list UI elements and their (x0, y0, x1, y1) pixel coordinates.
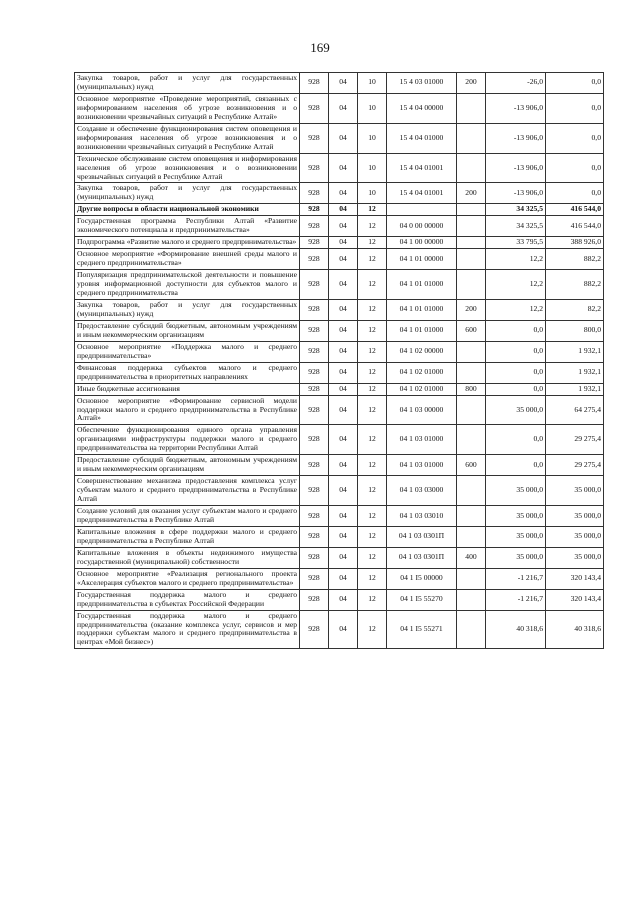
target-article-code: 04 1 00 00000 (387, 237, 457, 249)
expense-type-code (457, 270, 486, 300)
target-article-code: 04 0 00 00000 (387, 216, 457, 237)
section-code: 04 (329, 341, 358, 362)
row-name: Капитальные вложения в сфере поддержки малого и среднего предпринимательства в Республике Алтай (75, 526, 300, 547)
budget-table (74, 72, 604, 649)
target-article-code: 15 4 03 01000 (387, 73, 457, 94)
table-row (75, 568, 604, 589)
amount-current-year: -26,0 (486, 73, 546, 94)
target-article-code: 15 4 04 00000 (387, 93, 457, 123)
amount-current-year: -13 906,0 (486, 153, 546, 183)
amount-next-year: 0,0 (546, 123, 604, 153)
ved-code: 928 (300, 93, 329, 123)
ved-code: 928 (300, 526, 329, 547)
subsection-code: 10 (358, 93, 387, 123)
amount-next-year: 29 275,4 (546, 425, 604, 455)
section-code: 04 (329, 299, 358, 320)
table-row (75, 299, 604, 320)
table-row (75, 526, 604, 547)
amount-current-year: -13 906,0 (486, 123, 546, 153)
target-article-code: 04 1 03 03000 (387, 476, 457, 506)
row-name: Подпрограмма «Развитие малого и среднего предпринимательства» (75, 237, 300, 249)
section-code: 04 (329, 395, 358, 425)
table-row (75, 153, 604, 183)
amount-current-year: 0,0 (486, 425, 546, 455)
amount-next-year: 35 000,0 (546, 526, 604, 547)
ved-code: 928 (300, 568, 329, 589)
table-row (75, 341, 604, 362)
amount-next-year: 320 143,4 (546, 589, 604, 610)
subsection-code: 12 (358, 204, 387, 216)
section-code: 04 (329, 610, 358, 649)
table-row (75, 270, 604, 300)
target-article-code: 04 1 I5 55270 (387, 589, 457, 610)
table-row (75, 216, 604, 237)
table-row (75, 73, 604, 94)
ved-code: 928 (300, 216, 329, 237)
expense-type-code (457, 249, 486, 270)
subsection-code: 12 (358, 320, 387, 341)
target-article-code: 04 1 03 00000 (387, 395, 457, 425)
amount-current-year: 0,0 (486, 362, 546, 383)
amount-next-year: 35 000,0 (546, 476, 604, 506)
amount-next-year: 416 544,0 (546, 204, 604, 216)
expense-type-code: 200 (457, 73, 486, 94)
amount-next-year: 64 275,4 (546, 395, 604, 425)
row-name: Популяризация предпринимательской деятельности и повышение уровня информационной доступности для субъектов малого и среднего предпринимательства (75, 270, 300, 300)
subsection-code: 10 (358, 123, 387, 153)
section-code: 04 (329, 506, 358, 527)
row-name: Совершенствование механизма предоставления комплекса услуг субъектам малого и среднего предпринимательства в Республике Алтай (75, 476, 300, 506)
amount-current-year: 12,2 (486, 249, 546, 270)
table-row (75, 476, 604, 506)
amount-current-year: 40 318,6 (486, 610, 546, 649)
target-article-code: 04 1 03 03010 (387, 506, 457, 527)
amount-current-year: 33 795,5 (486, 237, 546, 249)
ved-code: 928 (300, 73, 329, 94)
amount-next-year: 0,0 (546, 183, 604, 204)
target-article-code: 04 1 02 01000 (387, 383, 457, 395)
expense-type-code (457, 153, 486, 183)
target-article-code: 04 1 02 01000 (387, 362, 457, 383)
amount-current-year: -13 906,0 (486, 93, 546, 123)
subsection-code: 10 (358, 153, 387, 183)
target-article-code: 15 4 04 01001 (387, 183, 457, 204)
row-name: Основное мероприятие «Формирование внешней среды малого и среднего предпринимательства» (75, 249, 300, 270)
amount-next-year: 0,0 (546, 93, 604, 123)
table-row (75, 237, 604, 249)
section-code: 04 (329, 153, 358, 183)
table-body (75, 73, 604, 649)
ved-code: 928 (300, 237, 329, 249)
section-code: 04 (329, 237, 358, 249)
subsection-code: 12 (358, 341, 387, 362)
expense-type-code: 600 (457, 455, 486, 476)
expense-type-code (457, 237, 486, 249)
amount-next-year: 416 544,0 (546, 216, 604, 237)
subsection-code: 12 (358, 216, 387, 237)
row-name: Капитальные вложения в объекты недвижимого имущества государственной (муниципальной) собственности (75, 547, 300, 568)
target-article-code: 04 1 I5 00000 (387, 568, 457, 589)
amount-next-year: 800,0 (546, 320, 604, 341)
ved-code: 928 (300, 476, 329, 506)
ved-code: 928 (300, 153, 329, 183)
target-article-code: 04 1 03 0301П (387, 526, 457, 547)
subsection-code: 12 (358, 455, 387, 476)
section-code: 04 (329, 476, 358, 506)
amount-current-year: 35 000,0 (486, 526, 546, 547)
table-row (75, 249, 604, 270)
ved-code: 928 (300, 547, 329, 568)
row-name: Основное мероприятие «Реализация регионального проекта «Акселерация субъектов малого и среднего предпринимательства» (75, 568, 300, 589)
target-article-code: 04 1 01 00000 (387, 249, 457, 270)
row-name: Государственная поддержка малого и среднего предпринимательства в субъектах Российской Федерации (75, 589, 300, 610)
target-article-code: 04 1 I5 55271 (387, 610, 457, 649)
amount-next-year: 1 932,1 (546, 362, 604, 383)
amount-next-year: 882,2 (546, 249, 604, 270)
table-row (75, 204, 604, 216)
amount-current-year: -1 216,7 (486, 568, 546, 589)
amount-current-year: 12,2 (486, 299, 546, 320)
section-code: 04 (329, 73, 358, 94)
section-code: 04 (329, 93, 358, 123)
expense-type-code (457, 610, 486, 649)
row-name: Создание и обеспечение функционирования систем оповещения и информирования населения об угрозе возникновения и о возникновении чрезвычайных ситуаций в Республике Алтай (75, 123, 300, 153)
amount-current-year: 34 325,5 (486, 204, 546, 216)
table-row (75, 383, 604, 395)
section-code: 04 (329, 123, 358, 153)
expense-type-code (457, 204, 486, 216)
row-name: Обеспечение функционирования единого органа управления организациями инфраструктуры поддержки малого и среднего предпринимательства на территории Республики Алтай (75, 425, 300, 455)
amount-next-year: 0,0 (546, 73, 604, 94)
row-name: Предоставление субсидий бюджетным, автономным учреждениям и иным некоммерческим организациям (75, 320, 300, 341)
subsection-code: 12 (358, 425, 387, 455)
target-article-code: 04 1 03 01000 (387, 425, 457, 455)
target-article-code: 04 1 03 0301П (387, 547, 457, 568)
amount-current-year: 34 325,5 (486, 216, 546, 237)
amount-current-year: 0,0 (486, 455, 546, 476)
table-row (75, 395, 604, 425)
section-code: 04 (329, 270, 358, 300)
section-code: 04 (329, 216, 358, 237)
subsection-code: 12 (358, 383, 387, 395)
amount-next-year: 35 000,0 (546, 547, 604, 568)
ved-code: 928 (300, 249, 329, 270)
table-row (75, 320, 604, 341)
table-row (75, 547, 604, 568)
amount-next-year: 0,0 (546, 153, 604, 183)
amount-next-year: 40 318,6 (546, 610, 604, 649)
amount-next-year: 320 143,4 (546, 568, 604, 589)
section-code: 04 (329, 362, 358, 383)
table-row (75, 123, 604, 153)
amount-current-year: -13 906,0 (486, 183, 546, 204)
subsection-code: 12 (358, 362, 387, 383)
target-article-code: 04 1 01 01000 (387, 320, 457, 341)
section-code: 04 (329, 568, 358, 589)
expense-type-code: 200 (457, 299, 486, 320)
expense-type-code (457, 216, 486, 237)
ved-code: 928 (300, 204, 329, 216)
table-row (75, 455, 604, 476)
subsection-code: 12 (358, 237, 387, 249)
target-article-code: 04 1 03 01000 (387, 455, 457, 476)
subsection-code: 12 (358, 395, 387, 425)
ved-code: 928 (300, 362, 329, 383)
subsection-code: 12 (358, 476, 387, 506)
row-name: Предоставление субсидий бюджетным, автономным учреждениям и иным некоммерческим организациям (75, 455, 300, 476)
row-name: Закупка товаров, работ и услуг для государственных (муниципальных) нужд (75, 299, 300, 320)
expense-type-code (457, 526, 486, 547)
section-code: 04 (329, 589, 358, 610)
section-code: 04 (329, 383, 358, 395)
page-number: 169 (310, 40, 330, 55)
section-code: 04 (329, 526, 358, 547)
table-row (75, 425, 604, 455)
amount-current-year: 0,0 (486, 341, 546, 362)
amount-next-year: 29 275,4 (546, 455, 604, 476)
row-name: Государственная программа Республики Алтай «Развитие экономического потенциала и предпринимательства» (75, 216, 300, 237)
target-article-code: 04 1 01 01000 (387, 299, 457, 320)
expense-type-code (457, 589, 486, 610)
section-code: 04 (329, 183, 358, 204)
section-code: 04 (329, 425, 358, 455)
target-article-code: 04 1 02 00000 (387, 341, 457, 362)
amount-next-year: 1 932,1 (546, 383, 604, 395)
amount-current-year: 0,0 (486, 383, 546, 395)
ved-code: 928 (300, 299, 329, 320)
amount-current-year: 35 000,0 (486, 395, 546, 425)
row-name: Закупка товаров, работ и услуг для государственных (муниципальных) нужд (75, 183, 300, 204)
row-name: Техническое обслуживание систем оповещения и информирования населения об угрозе возникновения и о возникновении чрезвычайных ситуаций в Республике Алтай (75, 153, 300, 183)
row-name: Иные бюджетные ассигнования (75, 383, 300, 395)
section-code: 04 (329, 455, 358, 476)
expense-type-code (457, 123, 486, 153)
subsection-code: 12 (358, 506, 387, 527)
table-row (75, 93, 604, 123)
section-code: 04 (329, 547, 358, 568)
expense-type-code: 600 (457, 320, 486, 341)
subsection-code: 10 (358, 183, 387, 204)
section-code: 04 (329, 320, 358, 341)
amount-current-year: 35 000,0 (486, 506, 546, 527)
amount-next-year: 35 000,0 (546, 506, 604, 527)
subsection-code: 12 (358, 568, 387, 589)
expense-type-code (457, 425, 486, 455)
amount-next-year: 882,2 (546, 270, 604, 300)
amount-current-year: 12,2 (486, 270, 546, 300)
subsection-code: 12 (358, 299, 387, 320)
row-name: Основное мероприятие «Проведение мероприятий, связанных с информированием населения об угрозе возникновения и о возникновении чрезвычайных ситуаций в Республике Алтай» (75, 93, 300, 123)
ved-code: 928 (300, 425, 329, 455)
expense-type-code (457, 93, 486, 123)
ved-code: 928 (300, 395, 329, 425)
subsection-code: 12 (358, 270, 387, 300)
subsection-code: 10 (358, 73, 387, 94)
subsection-code: 12 (358, 547, 387, 568)
amount-current-year: 35 000,0 (486, 547, 546, 568)
ved-code: 928 (300, 341, 329, 362)
row-name: Закупка товаров, работ и услуг для государственных (муниципальных) нужд (75, 73, 300, 94)
amount-next-year: 82,2 (546, 299, 604, 320)
table-row (75, 589, 604, 610)
row-name: Основное мероприятие «Формирование сервисной модели поддержки малого и среднего предпринимательства в Республике Алтай» (75, 395, 300, 425)
section-code: 04 (329, 249, 358, 270)
expense-type-code: 200 (457, 183, 486, 204)
amount-current-year: -1 216,7 (486, 589, 546, 610)
expense-type-code (457, 568, 486, 589)
table-row (75, 183, 604, 204)
amount-current-year: 35 000,0 (486, 476, 546, 506)
subsection-code: 12 (358, 526, 387, 547)
target-article-code: 04 1 01 01000 (387, 270, 457, 300)
table-row (75, 610, 604, 649)
row-name: Другие вопросы в области национальной экономики (75, 204, 300, 216)
expense-type-code (457, 395, 486, 425)
target-article-code: 15 4 04 01000 (387, 123, 457, 153)
ved-code: 928 (300, 183, 329, 204)
amount-current-year: 0,0 (486, 320, 546, 341)
ved-code: 928 (300, 123, 329, 153)
expense-type-code (457, 506, 486, 527)
ved-code: 928 (300, 455, 329, 476)
amount-next-year: 388 926,0 (546, 237, 604, 249)
row-name: Создание условий для оказания услуг субъектам малого и среднего предпринимательства в Республике Алтай (75, 506, 300, 527)
expense-type-code: 800 (457, 383, 486, 395)
ved-code: 928 (300, 506, 329, 527)
row-name: Государственная поддержка малого и среднего предпринимательства (оказание комплекса услуг, сервисов и мер поддержки субъектам малого и среднего предпринимательства в центрах «Мой бизнес») (75, 610, 300, 649)
section-code: 04 (329, 204, 358, 216)
row-name: Основное мероприятие «Поддержка малого и среднего предпринимательства» (75, 341, 300, 362)
expense-type-code (457, 476, 486, 506)
table-row (75, 362, 604, 383)
ved-code: 928 (300, 589, 329, 610)
table-row (75, 506, 604, 527)
subsection-code: 12 (358, 249, 387, 270)
ved-code: 928 (300, 320, 329, 341)
ved-code: 928 (300, 610, 329, 649)
expense-type-code (457, 362, 486, 383)
ved-code: 928 (300, 383, 329, 395)
amount-next-year: 1 932,1 (546, 341, 604, 362)
expense-type-code: 400 (457, 547, 486, 568)
subsection-code: 12 (358, 589, 387, 610)
target-article-code (387, 204, 457, 216)
target-article-code: 15 4 04 01001 (387, 153, 457, 183)
subsection-code: 12 (358, 610, 387, 649)
expense-type-code (457, 341, 486, 362)
ved-code: 928 (300, 270, 329, 300)
row-name: Финансовая поддержка субъектов малого и среднего предпринимательства в приоритетных направлениях (75, 362, 300, 383)
